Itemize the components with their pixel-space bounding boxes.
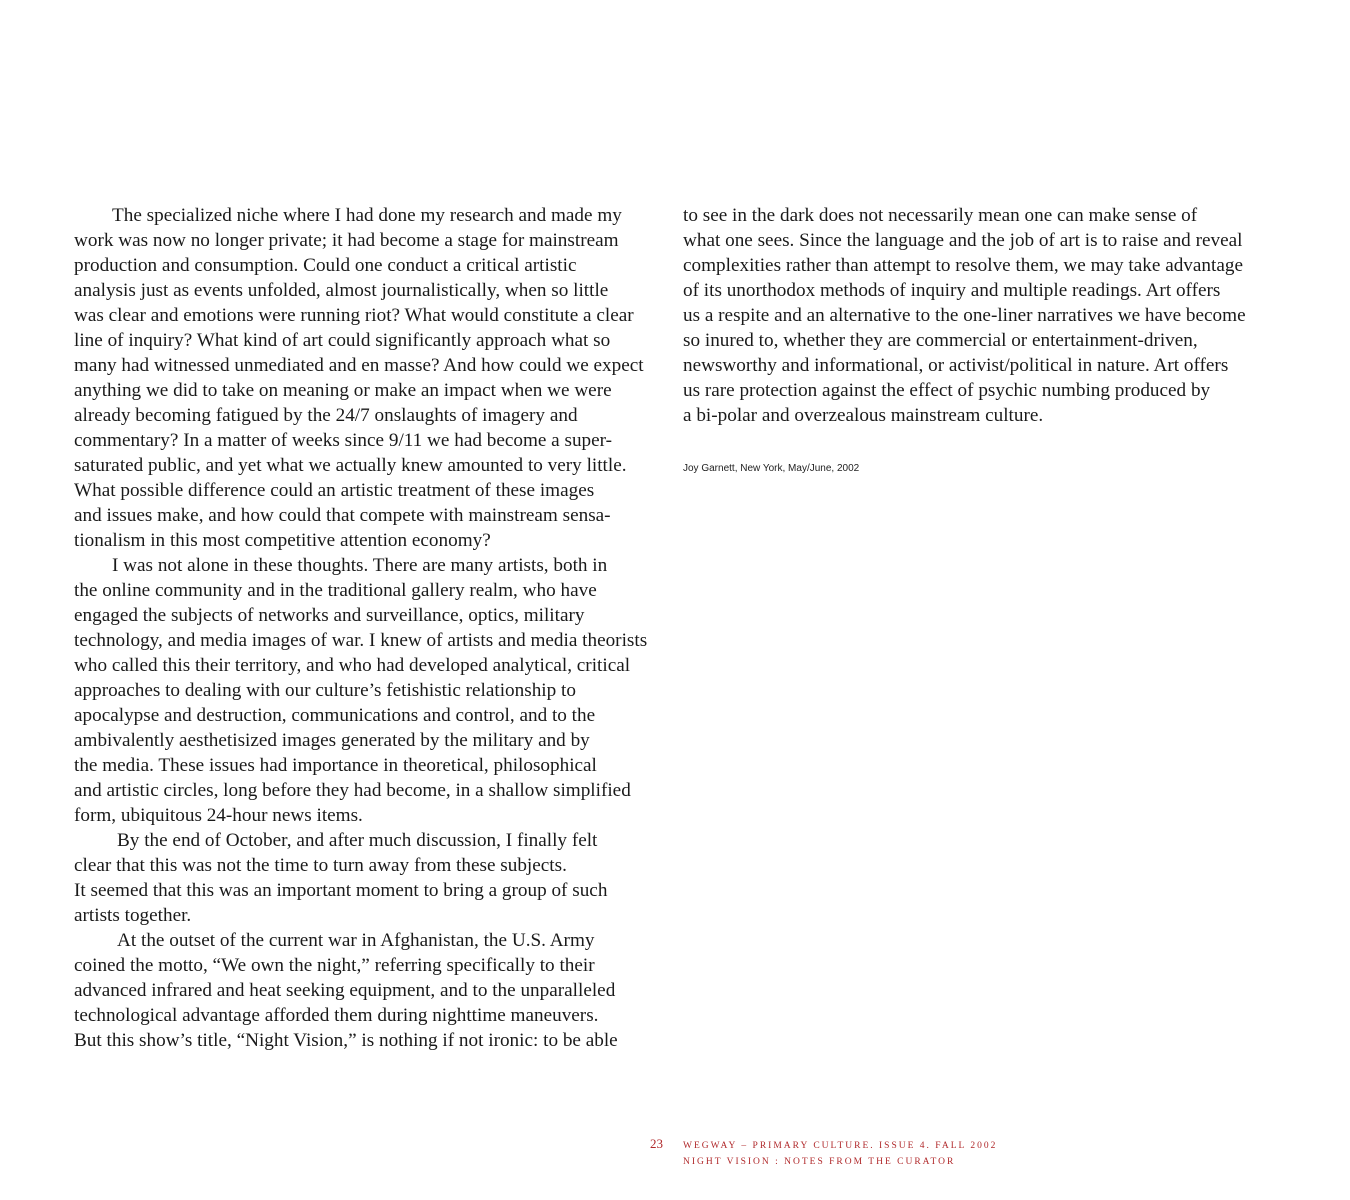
text-line: newsworthy and informational, or activist/political in nature. Art offers [683,355,1229,376]
text-line: and artistic circles, long before they had become, in a shallow simplified [74,780,631,801]
text-line: What possible difference could an artistic treatment of these images [74,480,595,501]
text-line: line of inquiry? What kind of art could significantly approach what so [74,330,611,351]
text-line: what one sees. Since the language and the job of art is to raise and reveal [683,230,1243,251]
publication-line: WEGWAY – PRIMARY CULTURE. ISSUE 4. FALL 2002 [683,1141,998,1151]
text-line: saturated public, and yet what we actually knew amounted to very little. [74,455,627,476]
author-credit: Joy Garnett, New York, May/June, 2002 [683,463,860,474]
text-line: artists together. [74,905,192,926]
text-line: tionalism in this most competitive attention economy? [74,530,491,551]
text-line: technological advantage afforded them during nighttime maneuvers. [74,1005,599,1026]
text-line: of its unorthodox methods of inquiry and multiple readings. Art offers [683,280,1221,301]
text-line: ambivalently aesthetisized images generated by the military and by [74,730,590,751]
text-line: who called this their territory, and who had developed analytical, critical [74,655,631,676]
text-line: the online community and in the traditional gallery realm, who have [74,580,597,601]
text-line: analysis just as events unfolded, almost journalistically, when so little [74,280,609,301]
text-line: us a respite and an alternative to the one-liner narratives we have become [683,305,1246,326]
text-line: engaged the subjects of networks and surveillance, optics, military [74,605,585,626]
text-line: By the end of October, and after much discussion, I finally felt [117,830,598,851]
text-line: clear that this was not the time to turn away from these subjects. [74,855,567,876]
running-footer [683,1138,997,1170]
text-line: a bi-polar and overzealous mainstream culture. [683,405,1044,426]
text-line: anything we did to take on meaning or make an impact when we were [74,380,612,401]
text-line: form, ubiquitous 24-hour news items. [74,805,363,826]
text-line: production and consumption. Could one conduct a critical artistic [74,255,577,276]
text-line: and issues make, and how could that compete with mainstream sensa- [74,505,611,526]
left-text-column [74,203,674,1053]
text-line: many had witnessed unmediated and en masse? And how could we expect [74,355,644,376]
text-line: us rare protection against the effect of psychic numbing produced by [683,380,1211,401]
text-line: was clear and emotions were running riot? What would constitute a clear [74,305,634,326]
text-line: I was not alone in these thoughts. There are many artists, both in [112,555,608,576]
text-line: the media. These issues had importance in theoretical, philosophical [74,755,597,776]
text-line: advanced infrared and heat seeking equipment, and to the unparalleled [74,980,616,1001]
right-text-column [683,203,1283,428]
text-line: complexities rather than attempt to resolve them, we may take advantage [683,255,1243,276]
text-line: so inured to, whether they are commercial or entertainment-driven, [683,330,1198,351]
text-line: The specialized niche where I had done my research and made my [112,205,622,226]
text-line: approaches to dealing with our culture’s fetishistic relationship to [74,680,576,701]
text-line: At the outset of the current war in Afghanistan, the U.S. Army [117,930,595,951]
text-line: It seemed that this was an important moment to bring a group of such [74,880,608,901]
text-line: work was now no longer private; it had become a stage for mainstream [74,230,619,251]
text-line: already becoming fatigued by the 24/7 onslaughts of imagery and [74,405,578,426]
page-number: 23 [650,1136,663,1151]
text-line: But this show’s title, “Night Vision,” is nothing if not ironic: to be able [74,1030,618,1051]
text-line: to see in the dark does not necessarily mean one can make sense of [683,205,1198,226]
text-line: commentary? In a matter of weeks since 9/11 we had become a super- [74,430,613,451]
text-line: coined the motto, “We own the night,” referring specifically to their [74,955,595,976]
article-title-line: NIGHT VISION : NOTES FROM THE CURATOR [683,1157,956,1167]
text-line: technology, and media images of war. I knew of artists and media theorists [74,630,648,651]
text-line: apocalypse and destruction, communications and control, and to the [74,705,596,726]
